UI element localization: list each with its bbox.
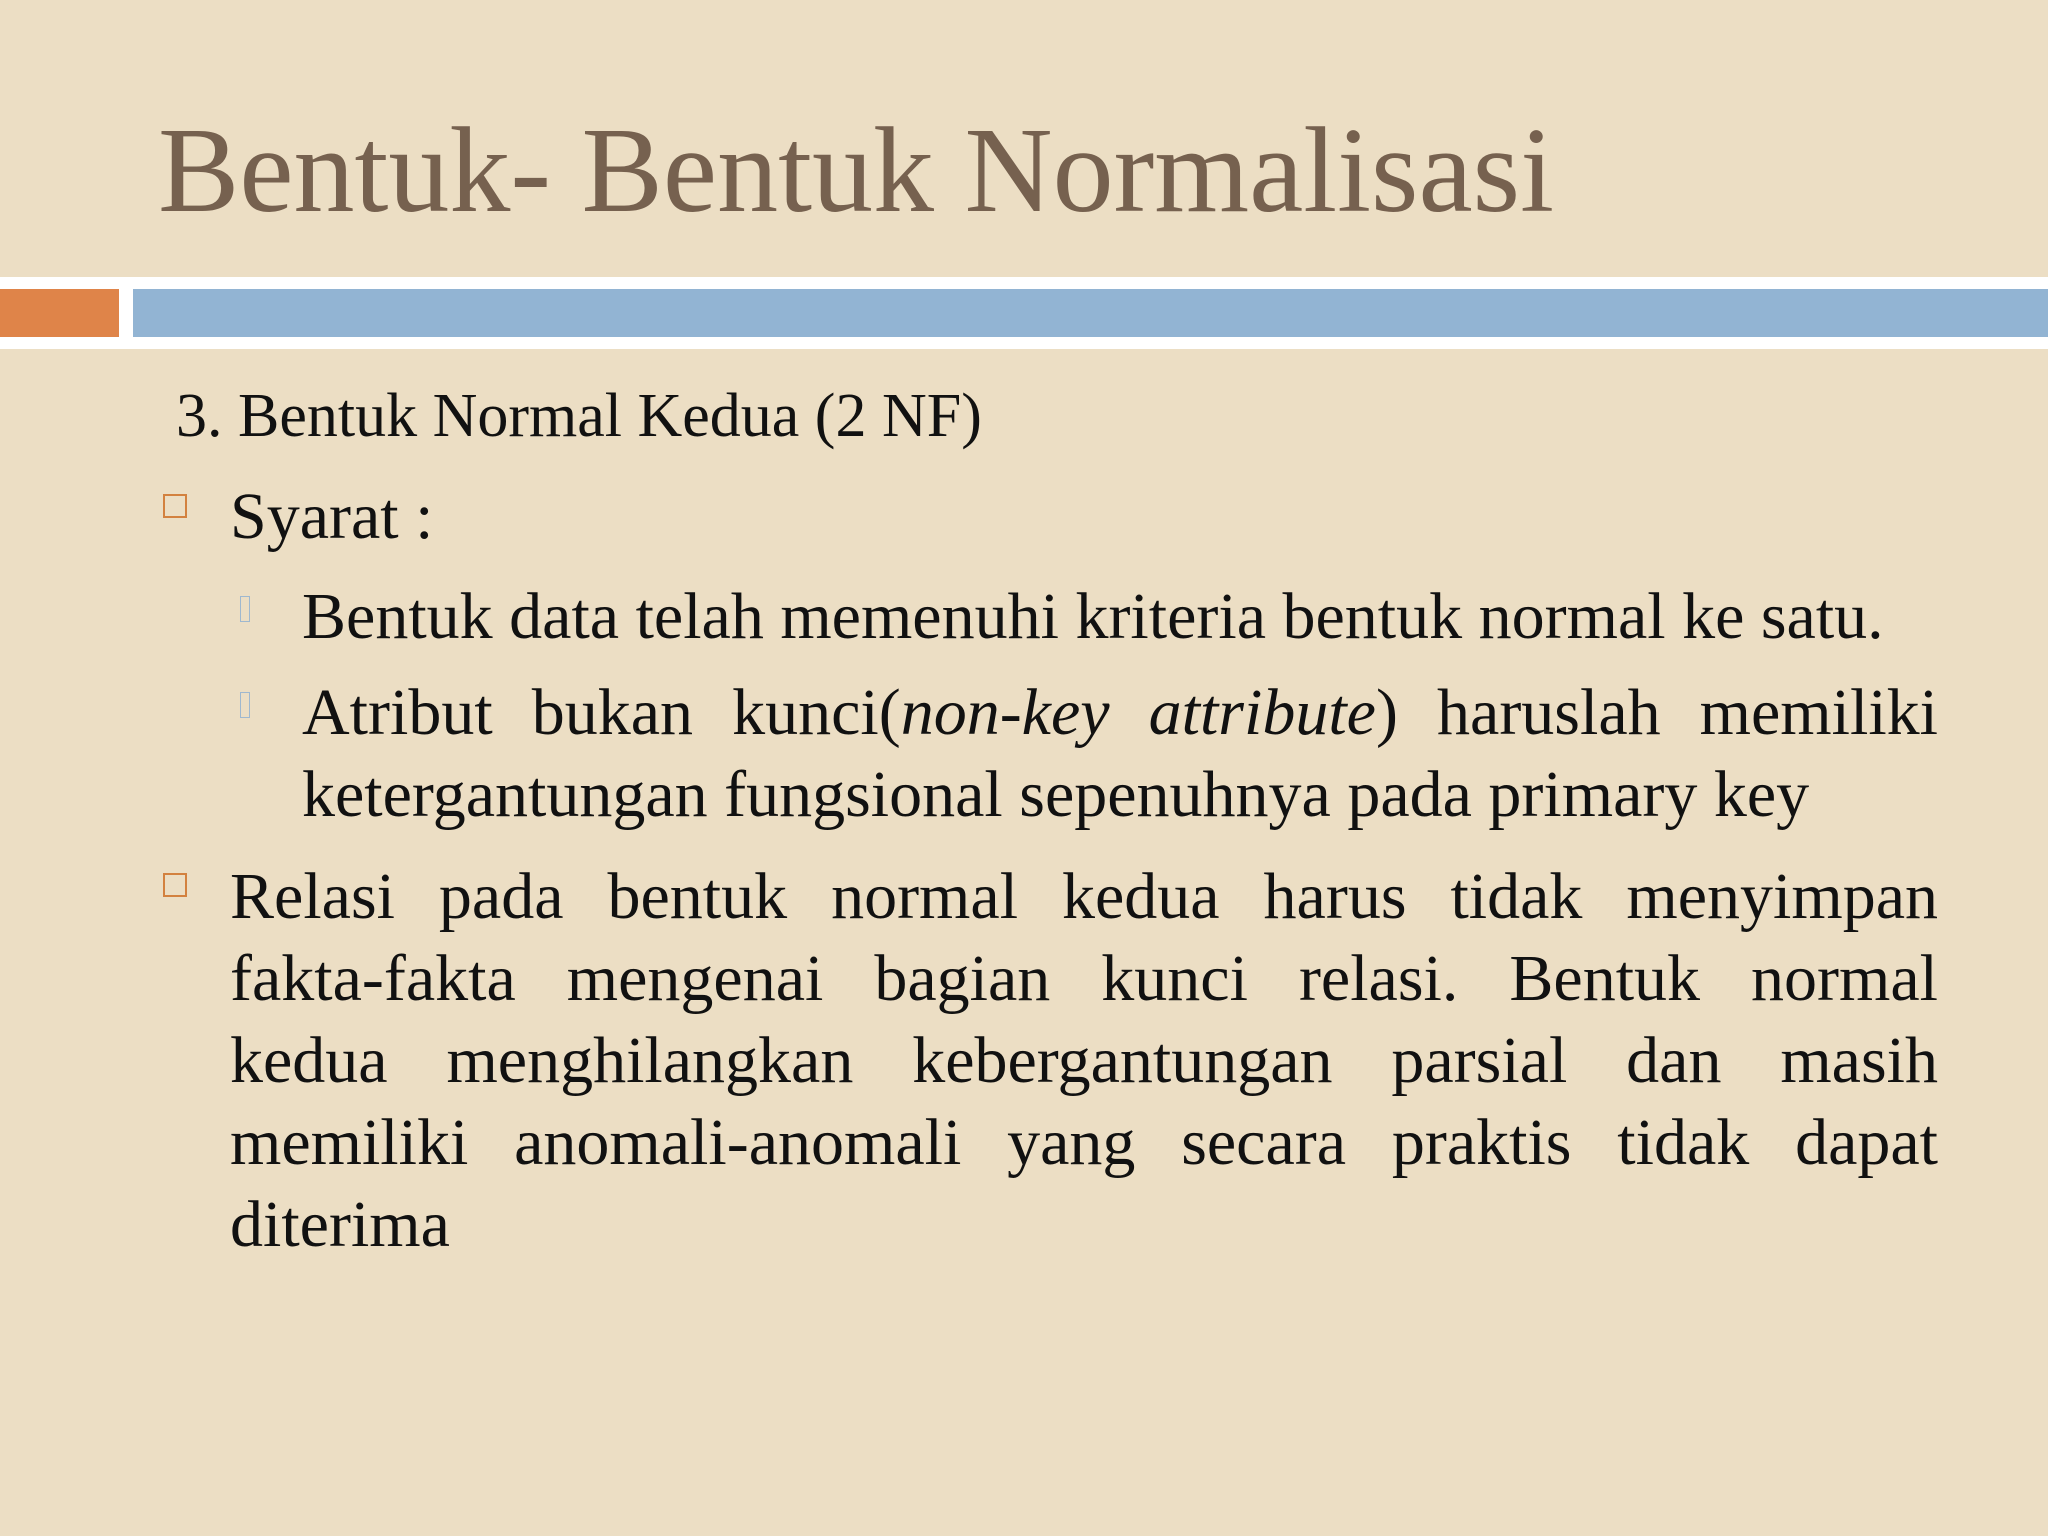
bullet-syarat-label: Syarat :: [230, 480, 434, 553]
sub-item-attribute-line2: ketergantungan fungsional sepenuhnya pada primary key: [302, 758, 1810, 831]
section-heading: 3. Bentuk Normal Kedua (2 NF): [176, 382, 982, 450]
relasi-line: diterima: [230, 1188, 450, 1261]
sub-bullet-icon: [240, 692, 250, 718]
sub-item-attribute: [302, 672, 1938, 836]
sub-item-attribute-line1: Atribut bukan kunci(non-key attribute) haruslah memiliki: [302, 676, 1938, 749]
square-bullet-icon: [163, 873, 187, 897]
slide-title: Bentuk- Bentuk Normalisasi: [158, 103, 1555, 238]
relasi-line: memiliki anomali-anomali yang secara praktis tidak dapat: [230, 1106, 1938, 1179]
relasi-line: Relasi pada bentuk normal kedua harus tidak menyimpan: [230, 860, 1938, 933]
sub-item-criteria: Bentuk data telah memenuhi kriteria bentuk normal ke satu.: [302, 580, 1884, 653]
relasi-line: fakta-fakta mengenai bagian kunci relasi. Bentuk normal: [230, 942, 1938, 1015]
bullet-relasi-paragraph: [230, 856, 1938, 1266]
sub-bullet-icon: [240, 596, 250, 622]
relasi-line: kedua menghilangkan kebergantungan parsial dan masih: [230, 1024, 1938, 1097]
square-bullet-icon: [163, 494, 187, 518]
